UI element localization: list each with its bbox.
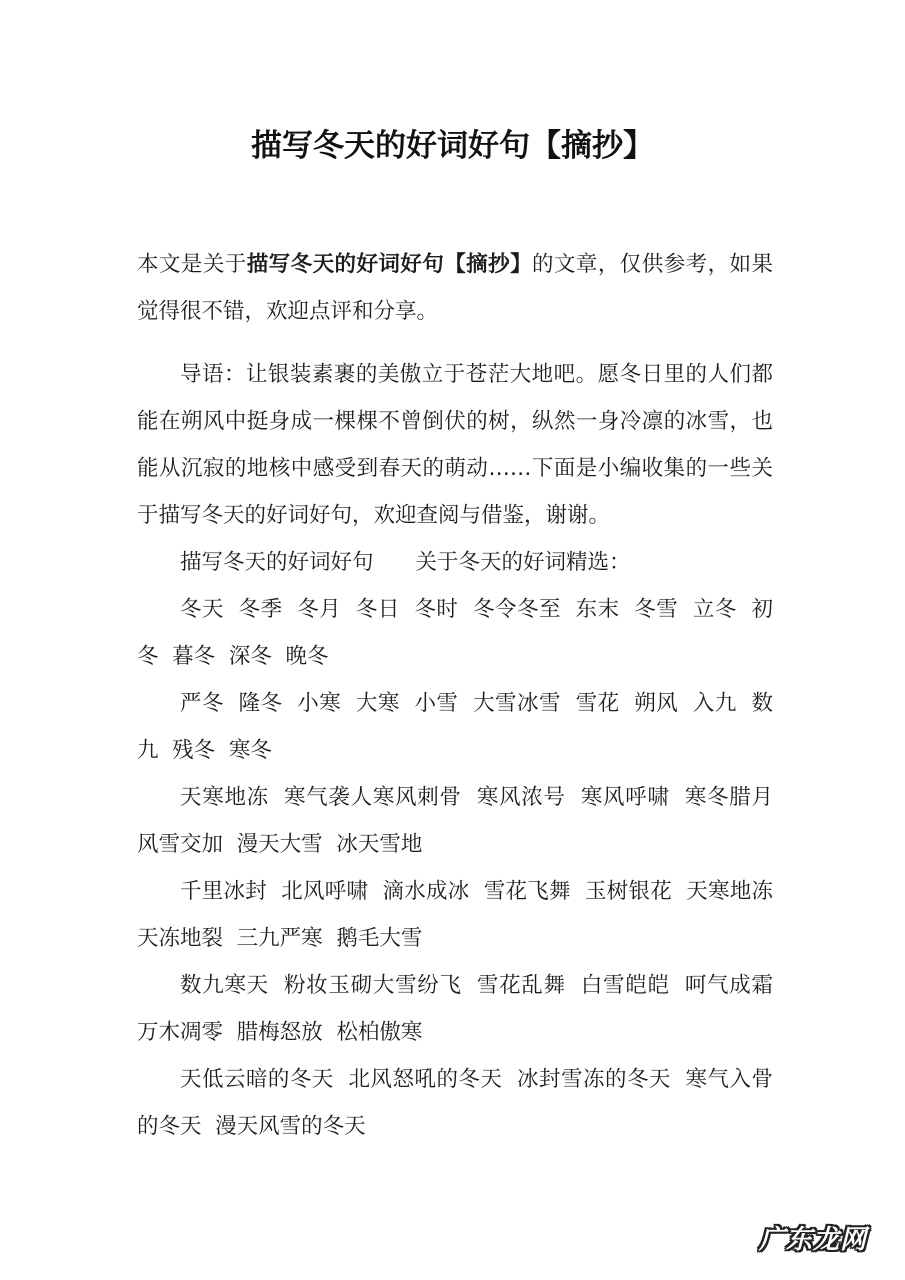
intro-bold-title: 描写冬天的好词好句【摘抄】 bbox=[246, 252, 533, 277]
document-body bbox=[137, 241, 787, 1150]
word-group-5: 数九寒天 粉妆玉砌大雪纷飞 雪花乱舞 白雪皑皑 呵气成霜 万木凋零 腊梅怒放 松柏傲寒 bbox=[137, 973, 787, 1045]
word-group-1: 冬天 冬季 冬月 冬日 冬时 冬令冬至 东末 冬雪 立冬 初冬 暮冬 深冬 晚冬 bbox=[137, 597, 773, 669]
site-watermark-logo: 广东龙网 bbox=[758, 1225, 867, 1255]
word-group-6: 天低云暗的冬天 北风怒吼的冬天 冰封雪冻的冬天 寒气入骨的冬天 漫天风雪的冬天 bbox=[137, 1067, 773, 1139]
section-heading-right: 关于冬天的好词精选： bbox=[415, 550, 631, 575]
intro-paragraph bbox=[137, 241, 773, 335]
intro-suffix: 的文章，仅供参考，如果觉得很不错，欢迎点评和分享。 bbox=[137, 252, 773, 324]
section-heading-left: 描写冬天的好词好句 bbox=[180, 550, 374, 575]
document-title: 描写冬天的好词好句【摘抄】 bbox=[251, 128, 654, 164]
intro-prefix: 本文是关于 bbox=[137, 252, 247, 277]
section-heading bbox=[137, 539, 773, 586]
word-group-4: 千里冰封 北风呼啸 滴水成冰 雪花飞舞 玉树银花 天寒地冻天冻地裂 三九严寒 鹅毛大雪 bbox=[137, 879, 773, 951]
word-group-3: 天寒地冻 寒气袭人寒风刺骨 寒风浓号 寒风呼啸 寒冬腊月 风雪交加 漫天大雪 冰天雪地 bbox=[137, 785, 787, 857]
lead-paragraph: 导语：让银装素裹的美傲立于苍茫大地吧。愿冬日里的人们都能在朔风中挺身成一棵棵不曾倒伏的树，纵然一身冷凛的冰雪，也能从沉寂的地核中感受到春天的萌动……下面是小编收集的一些关于描写冬天的好词好句，欢迎查阅与借鉴，谢谢。 bbox=[137, 362, 773, 528]
word-group-2: 严冬 隆冬 小寒 大寒 小雪 大雪冰雪 雪花 朔风 入九 数九 残冬 寒冬 bbox=[137, 691, 773, 763]
